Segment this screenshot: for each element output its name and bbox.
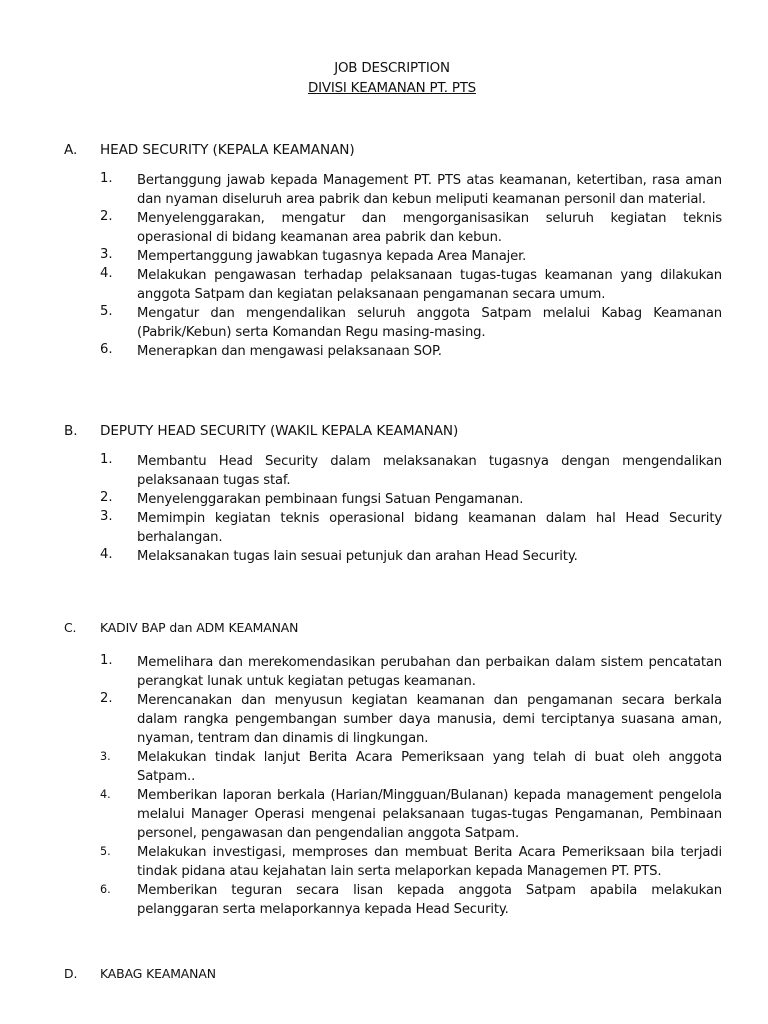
item-number: 2. — [100, 691, 113, 706]
list-item — [0, 490, 768, 509]
item-number: 4. — [100, 266, 113, 281]
item-text: Memberikan laporan berkala (Harian/Mingguan/Bulanan) kepada management pengelola melalui Manager Operasi mengenai pelaksanaan tugas-tugas Pengamanan, Pembinaan personel, pengawasan dan pengendalian anggota Satpam. — [137, 788, 722, 841]
list-item — [0, 786, 768, 843]
item-text: Mengatur dan mengendalikan seluruh anggota Satpam melalui Kabag Keamanan (Pabrik/Kebun) serta Komandan Regu masing-masing. — [137, 306, 722, 340]
item-number: 5. — [100, 304, 113, 319]
section-a-list — [0, 171, 768, 361]
list-item — [0, 209, 768, 247]
section-heading — [0, 142, 768, 164]
item-number: 3. — [100, 750, 111, 763]
doc-title: JOB DESCRIPTION — [334, 61, 450, 76]
section-title: HEAD SECURITY (KEPALA KEAMANAN) — [100, 142, 355, 158]
item-text: Menyelenggarakan pembinaan fungsi Satuan Pengamanan. — [137, 492, 524, 507]
item-text: Menyelenggarakan, mengatur dan mengorganisasikan seluruh kegiatan teknis operasional di bidang keamanan area pabrik dan kebun. — [137, 211, 722, 245]
item-text: Mempertanggung jawabkan tugasnya kepada Area Manajer. — [137, 249, 527, 264]
item-text: Melakukan pengawasan terhadap pelaksanaan tugas-tugas keamanan yang dilakukan anggota Satpam dan kegiatan pelaksanaan pengamanan secara umum. — [137, 268, 722, 302]
section-title: KADIV BAP dan ADM KEAMANAN — [100, 620, 299, 635]
list-item — [0, 342, 768, 361]
section-heading — [0, 966, 768, 988]
list-item — [0, 452, 768, 490]
item-text: Melaksanakan tugas lain sesuai petunjuk dan arahan Head Security. — [137, 549, 578, 564]
section-a — [0, 142, 768, 361]
list-item — [0, 547, 768, 566]
section-title: KABAG KEAMANAN — [100, 966, 216, 981]
section-b — [0, 423, 768, 566]
section-heading — [0, 423, 768, 445]
list-item — [0, 171, 768, 209]
item-text: Menerapkan dan mengawasi pelaksanaan SOP. — [137, 344, 442, 359]
list-item — [0, 653, 768, 691]
list-item — [0, 881, 768, 919]
section-letter: A. — [64, 142, 78, 158]
item-text: Membantu Head Security dalam melaksanakan tugasnya dengan mengendalikan pelaksanaan tugas staf. — [137, 454, 722, 488]
item-number: 6. — [100, 342, 113, 357]
section-letter: D. — [64, 966, 78, 981]
section-letter: B. — [64, 423, 78, 439]
item-text: Bertanggung jawab kepada Management PT. PTS atas keamanan, ketertiban, rasa aman dan nyaman diseluruh area pabrik dan kebun meliputi keamanan personil dan material. — [137, 173, 722, 207]
section-c-list — [0, 653, 768, 919]
item-text: Memimpin kegiatan teknis operasional bidang keamanan dalam hal Head Security berhalangan. — [137, 511, 722, 545]
item-number: 4. — [100, 547, 113, 562]
item-number: 3. — [100, 509, 113, 524]
section-c — [0, 620, 768, 919]
item-number: 5. — [100, 845, 111, 858]
item-text: Memelihara dan merekomendasikan perubahan dan perbaikan dalam sistem pencatatan perangkat lunak untuk kegiatan petugas keamanan. — [137, 655, 722, 689]
list-item — [0, 843, 768, 881]
section-b-list — [0, 452, 768, 566]
section-title: DEPUTY HEAD SECURITY (WAKIL KEPALA KEAMANAN) — [100, 423, 459, 439]
item-text: Melakukan investigasi, memproses dan membuat Berita Acara Pemeriksaan bila terjadi tindak pidana atau kejahatan lain serta melaporkan kepada Managemen PT. PTS. — [137, 845, 722, 879]
item-number: 1. — [100, 171, 113, 186]
item-text: Merencanakan dan menyusun kegiatan keamanan dan pengamanan secara berkala dalam rangka pengembangan sumber daya manusia, demi terciptanya suasana aman, nyaman, tentram dan dinamis di lingkungan. — [137, 693, 722, 746]
list-item — [0, 247, 768, 266]
item-number: 1. — [100, 653, 113, 668]
list-item — [0, 304, 768, 342]
section-d — [0, 966, 768, 988]
item-number: 1. — [100, 452, 113, 467]
list-item — [0, 266, 768, 304]
section-heading — [0, 620, 768, 642]
item-number: 6. — [100, 883, 111, 896]
item-number: 4. — [100, 788, 111, 801]
item-number: 2. — [100, 209, 113, 224]
list-item — [0, 509, 768, 547]
list-item — [0, 748, 768, 786]
section-letter: C. — [64, 620, 77, 635]
item-number: 2. — [100, 490, 113, 505]
list-item — [0, 691, 768, 748]
item-text: Melakukan tindak lanjut Berita Acara Pemeriksaan yang telah di buat oleh anggota Satpam.. — [137, 750, 722, 784]
item-number: 3. — [100, 247, 113, 262]
item-text: Memberikan teguran secara lisan kepada anggota Satpam apabila melakukan pelanggaran serta melaporkannya kepada Head Security. — [137, 883, 722, 917]
doc-subtitle: DIVISI KEAMANAN PT. PTS — [308, 81, 476, 96]
